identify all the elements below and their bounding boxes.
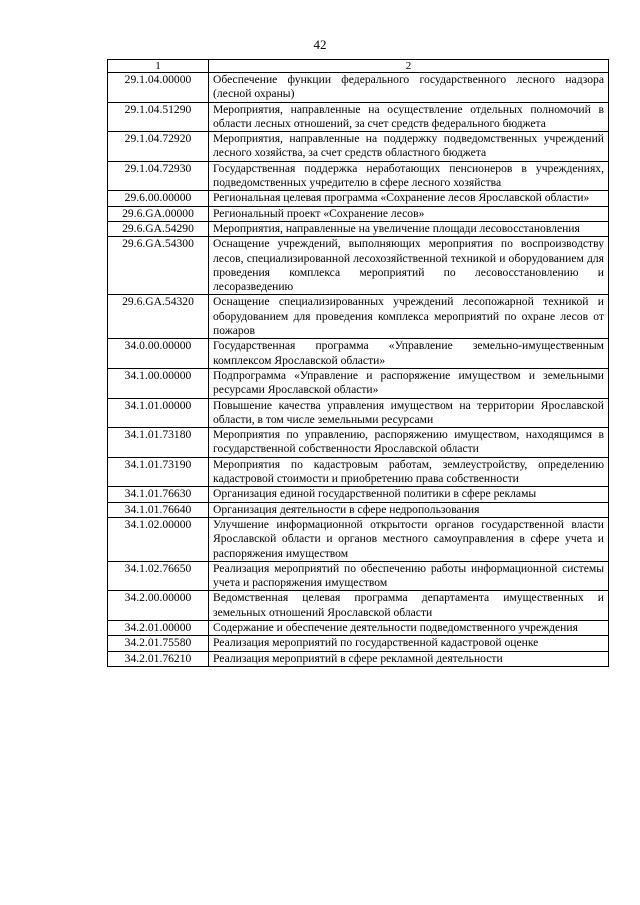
table-row <box>108 132 609 162</box>
row-description: Ведомственная целевая программа департамента имущественных и земельных отношений Ярославской области <box>209 591 609 621</box>
column-header-description: 2 <box>209 60 609 73</box>
row-code: 29.1.04.72930 <box>108 161 209 191</box>
row-code: 34.1.02.00000 <box>108 517 209 561</box>
row-description: Улучшение информационной открытости органов государственной власти Ярославской области и органов местного самоуправления в сфере учета и распоряжения имуществом <box>209 517 609 561</box>
row-description: Реализация мероприятий в сфере рекламной деятельности <box>209 651 609 666</box>
row-code: 34.1.01.00000 <box>108 398 209 428</box>
row-description: Государственная поддержка неработающих пенсионеров в учреждениях, подведомственных учредителю в сфере лесного хозяйства <box>209 161 609 191</box>
table-row <box>108 517 609 561</box>
row-description: Организация единой государственной политики в сфере рекламы <box>209 487 609 502</box>
row-description: Региональный проект «Сохранение лесов» <box>209 206 609 221</box>
row-code: 34.0.00.00000 <box>108 339 209 369</box>
row-description: Оснащение специализированных учреждений лесопожарной техникой и оборудованием для проведения комплекса мероприятий по охране лесов от пожаров <box>209 295 609 339</box>
table-row <box>108 368 609 398</box>
row-description: Повышение качества управления имуществом на территории Ярославской области, в том числе земельными ресурсами <box>209 398 609 428</box>
table-row <box>108 561 609 591</box>
row-description: Мероприятия по управлению, распоряжению имуществом, находящимся в государственной собственности Ярославской области <box>209 428 609 458</box>
table-row <box>108 487 609 502</box>
table-row <box>108 102 609 132</box>
table-row <box>108 161 609 191</box>
table-row <box>108 636 609 651</box>
row-code: 29.1.04.72920 <box>108 132 209 162</box>
row-code: 34.2.01.00000 <box>108 620 209 635</box>
table-row <box>108 73 609 103</box>
row-description: Мероприятия, направленные на осуществление отдельных полномочий в области лесных отношений, за счет средств федерального бюджета <box>209 102 609 132</box>
column-header-code: 1 <box>108 60 209 73</box>
table-row <box>108 591 609 621</box>
table-row <box>108 339 609 369</box>
row-code: 34.1.02.76650 <box>108 561 209 591</box>
row-description: Обеспечение функции федерального государственного лесного надзора (лесной охраны) <box>209 73 609 103</box>
page-number: 42 <box>313 37 327 52</box>
row-description: Государственная программа «Управление земельно-имущественным комплексом Ярославской области» <box>209 339 609 369</box>
row-description: Подпрограмма «Управление и распоряжение имуществом и земельными ресурсами Ярославской области» <box>209 368 609 398</box>
table-row <box>108 398 609 428</box>
row-code: 34.1.01.73180 <box>108 428 209 458</box>
table-row <box>108 428 609 458</box>
row-description: Реализация мероприятий по обеспечению работы информационной системы учета и распоряжения имуществом <box>209 561 609 591</box>
row-description: Организация деятельности в сфере недропользования <box>209 502 609 517</box>
row-description: Реализация мероприятий по государственной кадастровой оценке <box>209 636 609 651</box>
table-row <box>108 221 609 236</box>
row-code: 29.6.GA.00000 <box>108 206 209 221</box>
row-code: 29.6.00.00000 <box>108 191 209 206</box>
row-code: 34.2.01.76210 <box>108 651 209 666</box>
row-code: 29.1.04.00000 <box>108 73 209 103</box>
table-row <box>108 457 609 487</box>
row-description: Содержание и обеспечение деятельности подведомственного учреждения <box>209 620 609 635</box>
row-description: Оснащение учреждений, выполняющих мероприятия по воспроизводству лесов, специализированной лесохозяйственной техникой и оборудованием для проведения комплекса мероприятий по лесовосстановлению и лесоразведению <box>209 237 609 295</box>
row-description: Мероприятия, направленные на увеличение площади лесовосстановления <box>209 221 609 236</box>
row-description: Мероприятия по кадастровым работам, землеустройству, определению кадастровой стоимости и приобретению права собственности <box>209 457 609 487</box>
table-row <box>108 237 609 295</box>
row-description: Мероприятия, направленные на поддержку подведомственных учреждений лесного хозяйства, за счет средств областного бюджета <box>209 132 609 162</box>
row-description: Региональная целевая программа «Сохранение лесов Ярославской области» <box>209 191 609 206</box>
table-row <box>108 191 609 206</box>
row-code: 29.6.GA.54290 <box>108 221 209 236</box>
row-code: 34.1.01.76630 <box>108 487 209 502</box>
row-code: 34.1.00.00000 <box>108 368 209 398</box>
row-code: 34.2.00.00000 <box>108 591 209 621</box>
row-code: 29.1.04.51290 <box>108 102 209 132</box>
budget-classification-table <box>107 59 609 667</box>
table-row <box>108 651 609 666</box>
table-row <box>108 295 609 339</box>
row-code: 29.6.GA.54300 <box>108 237 209 295</box>
table-row <box>108 502 609 517</box>
row-code: 34.1.01.73190 <box>108 457 209 487</box>
row-code: 34.1.01.76640 <box>108 502 209 517</box>
row-code: 34.2.01.75580 <box>108 636 209 651</box>
row-code: 29.6.GA.54320 <box>108 295 209 339</box>
table-row <box>108 206 609 221</box>
table-row <box>108 620 609 635</box>
table-header-row <box>108 60 609 73</box>
